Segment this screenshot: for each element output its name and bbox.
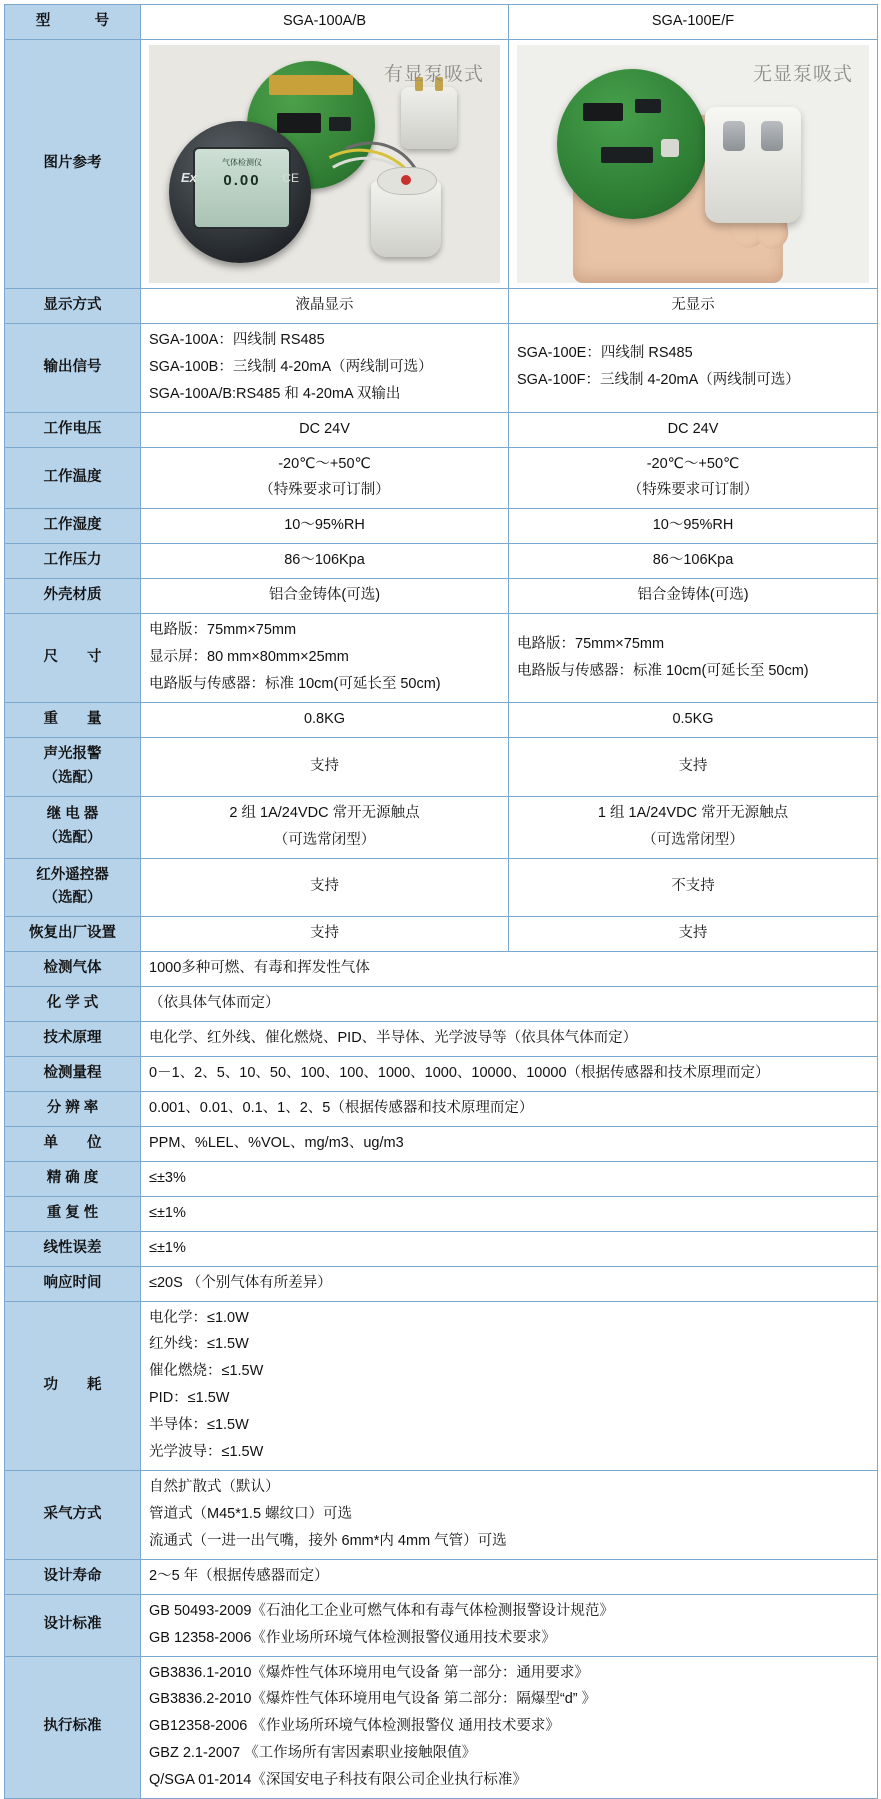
table-row <box>5 917 878 952</box>
photo-caption-a: 有显泵吸式 <box>383 63 484 85</box>
table-row <box>5 1594 878 1656</box>
row-label: 采气方式 <box>5 1471 141 1560</box>
row-value-a: 支持 <box>141 917 509 952</box>
row-label: 功 耗 <box>5 1301 141 1471</box>
row-value-b: 支持 <box>509 917 878 952</box>
row-value-span: 电化学：≤1.0W 红外线：≤1.5W 催化燃烧：≤1.5W PID：≤1.5W 半导体：≤1.5W 光学波导：≤1.5W <box>141 1301 878 1471</box>
table-row <box>5 1231 878 1266</box>
pump-sensor-icon <box>705 107 801 223</box>
row-value-b: DC 24V <box>509 412 878 447</box>
row-value-b: 1 组 1A/24VDC 常开无源触点 （可选常闭型） <box>509 796 878 858</box>
header-label-cell: 型 号 <box>5 5 141 40</box>
table-row <box>5 1196 878 1231</box>
row-value-b: 无显示 <box>509 288 878 323</box>
row-label: 设计寿命 <box>5 1559 141 1594</box>
table-row <box>5 544 878 579</box>
row-value-a: 铝合金铸体(可选) <box>141 579 509 614</box>
row-label: 外壳材质 <box>5 579 141 614</box>
row-label: 精 确 度 <box>5 1161 141 1196</box>
row-value-span: ≤±3% <box>141 1161 878 1196</box>
table-row <box>5 288 878 323</box>
table-row <box>5 1022 878 1057</box>
row-value-b: -20℃～+50℃ （特殊要求可订制） <box>509 447 878 509</box>
row-label: 重 量 <box>5 702 141 737</box>
table-row <box>5 1471 878 1560</box>
row-value-b: 0.5KG <box>509 702 878 737</box>
row-label: 单 位 <box>5 1126 141 1161</box>
row-label: 工作压力 <box>5 544 141 579</box>
table-row <box>5 412 878 447</box>
table-row <box>5 1559 878 1594</box>
row-value-b: 电路版：75mm×75mm 电路版与传感器：标准 10cm(可延长至 50cm) <box>509 614 878 703</box>
table-row <box>5 1091 878 1126</box>
table-row <box>5 614 878 703</box>
row-value-b: 10～95%RH <box>509 509 878 544</box>
photo-caption-b: 无显泵吸式 <box>752 63 853 85</box>
photo-cell-a <box>141 39 509 288</box>
row-label: 声光报警 （选配） <box>5 737 141 796</box>
row-value-span: ≤±1% <box>141 1231 878 1266</box>
row-label: 设计标准 <box>5 1594 141 1656</box>
row-label: 检测量程 <box>5 1057 141 1092</box>
table-row <box>5 702 878 737</box>
sensor-white-icon <box>371 181 441 257</box>
row-value-a: -20℃～+50℃ （特殊要求可订制） <box>141 447 509 509</box>
row-value-a: 86～106Kpa <box>141 544 509 579</box>
row-value-span: （依具体气体而定） <box>141 987 878 1022</box>
row-value-span: 0－1、2、5、10、50、100、100、1000、1000、10000、10000（根据传感器和技术原理而定） <box>141 1057 878 1092</box>
row-label: 线性误差 <box>5 1231 141 1266</box>
row-label: 工作电压 <box>5 412 141 447</box>
row-value-b: 86～106Kpa <box>509 544 878 579</box>
row-value-span: 0.001、0.01、0.1、1、2、5（根据传感器和技术原理而定） <box>141 1091 878 1126</box>
row-value-span: 自然扩散式（默认） 管道式（M45*1.5 螺纹口）可选 流通式（一进一出气嘴，接外 6mm*内 4mm 气管）可选 <box>141 1471 878 1560</box>
row-value-a: 10～95%RH <box>141 509 509 544</box>
row-label: 检测气体 <box>5 952 141 987</box>
row-label: 技术原理 <box>5 1022 141 1057</box>
row-label: 响应时间 <box>5 1266 141 1301</box>
product-photo-a <box>149 45 500 283</box>
row-label-image: 图片参考 <box>5 39 141 288</box>
table-row <box>5 1301 878 1471</box>
table-row <box>5 1656 878 1799</box>
photo-cell-b <box>509 39 878 288</box>
display-unit-icon: 气体检测仪 0.00 Ex CE <box>169 121 311 263</box>
row-label: 红外遥控器 （选配） <box>5 858 141 917</box>
row-value-a: 0.8KG <box>141 702 509 737</box>
row-label: 工作湿度 <box>5 509 141 544</box>
table-row <box>5 737 878 796</box>
table-header-row <box>5 5 878 40</box>
row-label: 工作温度 <box>5 447 141 509</box>
row-label: 继 电 器 （选配） <box>5 796 141 858</box>
table-row-image <box>5 39 878 288</box>
table-row <box>5 1266 878 1301</box>
row-value-a: 液晶显示 <box>141 288 509 323</box>
product-photo-b <box>517 45 869 283</box>
row-label: 执行标准 <box>5 1656 141 1799</box>
row-value-span: GB3836.1-2010《爆炸性气体环境用电气设备 第一部分：通用要求》 GB3836.2-2010《爆炸性气体环境用电气设备 第二部分：隔爆型“d” 》 GB12358-2006 《作业场所环境气体检测报警仪 通用技术要求》 GBZ 2.1-2007 《工作场所有害因素职业接触限值》 Q/SGA 01-2014《深国安电子科技有限公司企业执行标准》 <box>141 1656 878 1799</box>
row-label: 化 学 式 <box>5 987 141 1022</box>
row-value-a: SGA-100A：四线制 RS485 SGA-100B：三线制 4-20mA（两线制可选） SGA-100A/B:RS485 和 4-20mA 双输出 <box>141 323 509 412</box>
row-label: 重 复 性 <box>5 1196 141 1231</box>
row-value-span: PPM、%LEL、%VOL、mg/m3、ug/m3 <box>141 1126 878 1161</box>
table-row <box>5 447 878 509</box>
row-value-a: 支持 <box>141 858 509 917</box>
header-model-b: SGA-100E/F <box>509 5 878 40</box>
row-value-b: 铝合金铸体(可选) <box>509 579 878 614</box>
sensor-green-icon <box>401 87 457 149</box>
circuit-board-2-icon <box>557 69 707 219</box>
header-model-a: SGA-100A/B <box>141 5 509 40</box>
row-value-a: 2 组 1A/24VDC 常开无源触点 （可选常闭型） <box>141 796 509 858</box>
row-value-span: ≤20S （个别气体有所差异） <box>141 1266 878 1301</box>
table-row <box>5 1126 878 1161</box>
row-label: 恢复出厂设置 <box>5 917 141 952</box>
row-label: 分 辨 率 <box>5 1091 141 1126</box>
row-label: 尺 寸 <box>5 614 141 703</box>
table-row <box>5 952 878 987</box>
row-value-span: 电化学、红外线、催化燃烧、PID、半导体、光学波导等（依具体气体而定） <box>141 1022 878 1057</box>
table-row <box>5 987 878 1022</box>
row-value-a: 支持 <box>141 737 509 796</box>
row-value-a: DC 24V <box>141 412 509 447</box>
row-value-b: 支持 <box>509 737 878 796</box>
row-value-b: 不支持 <box>509 858 878 917</box>
row-value-a: 电路版：75mm×75mm 显示屏：80 mm×80mm×25mm 电路版与传感器：标准 10cm(可延长至 50cm) <box>141 614 509 703</box>
table-row <box>5 796 878 858</box>
row-value-span: ≤±1% <box>141 1196 878 1231</box>
row-value-span: 2～5 年（根据传感器而定） <box>141 1559 878 1594</box>
table-row <box>5 579 878 614</box>
table-row <box>5 858 878 917</box>
table-row <box>5 323 878 412</box>
specification-table <box>4 4 878 1799</box>
table-row <box>5 1161 878 1196</box>
table-row <box>5 1057 878 1092</box>
row-value-span: 1000多种可燃、有毒和挥发性气体 <box>141 952 878 987</box>
row-label: 输出信号 <box>5 323 141 412</box>
table-row <box>5 509 878 544</box>
row-value-b: SGA-100E：四线制 RS485 SGA-100F：三线制 4-20mA（两线制可选） <box>509 323 878 412</box>
row-value-span: GB 50493-2009《石油化工企业可燃气体和有毒气体检测报警设计规范》 GB 12358-2006《作业场所环境气体检测报警仪通用技术要求》 <box>141 1594 878 1656</box>
row-label: 显示方式 <box>5 288 141 323</box>
